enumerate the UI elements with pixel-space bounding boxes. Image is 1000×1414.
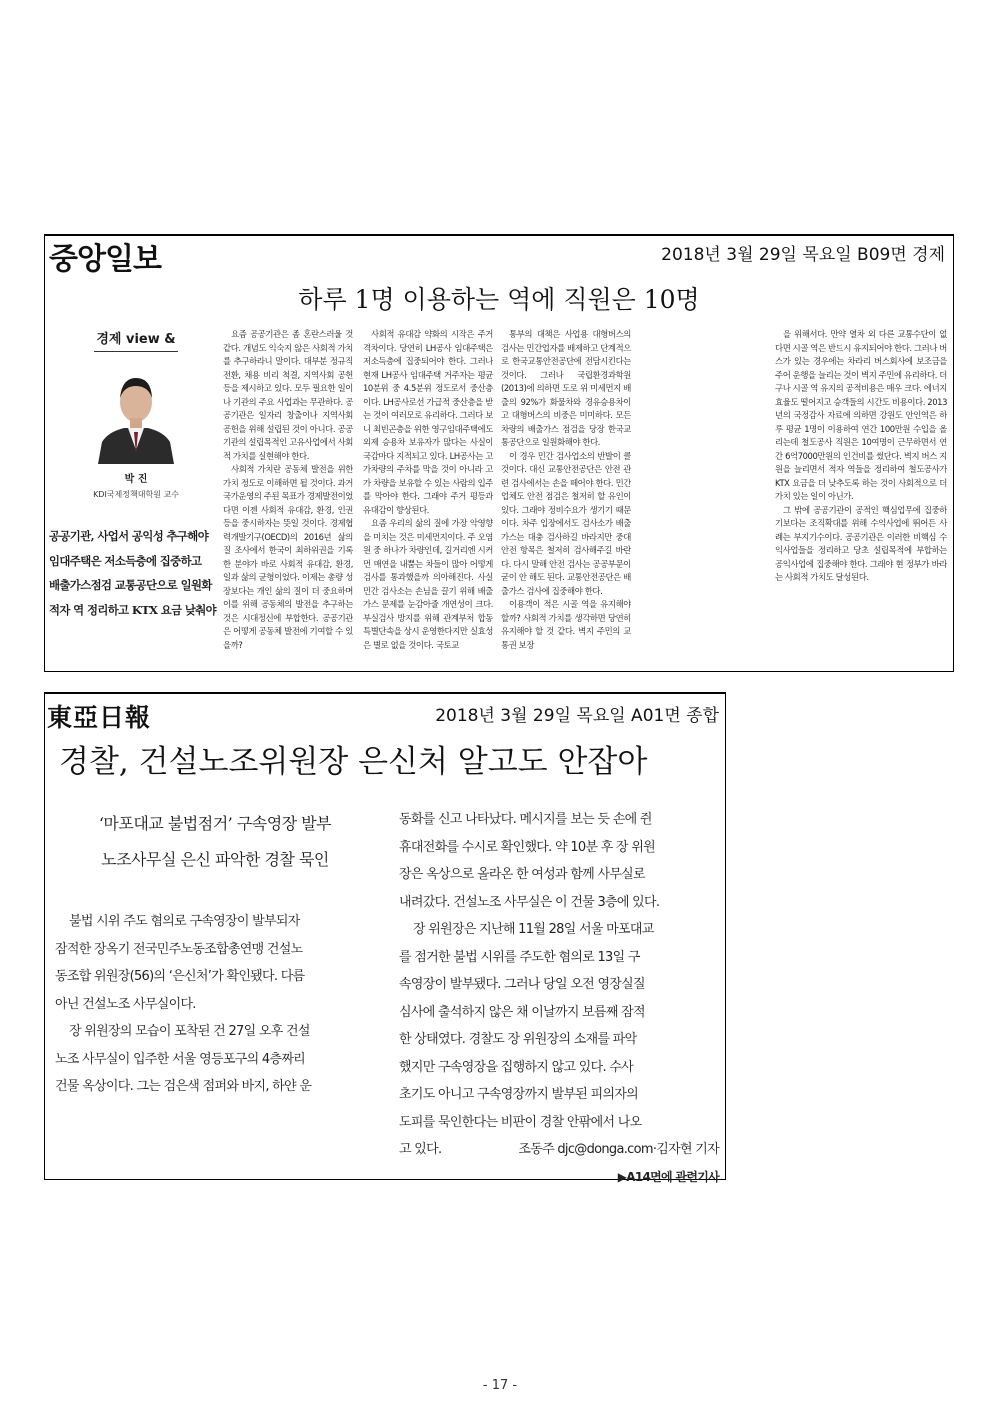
related-article-link[interactable]: ▶A14면에 관련기사 — [617, 1169, 719, 1184]
subheadline-block — [55, 806, 375, 878]
paragraph: 사회적 가치란 공동체 발전을 위한 가치 정도로 이해하면 될 것이다. 과거 국가운영의 주된 목표가 경제발전이었다면 이젠 사회적 유대감, 환경, 인권 등을 중시하자는 뜻일 것이다. 경제협력개발기구(OECD)의 2016년 삶의 질 조사에서 한국이 최하위권을 기록한 분야가 바로 사회적 유대감, 환경, 일과 삶의 균형이었다. 이제는 총량 성장보다는 개인 삶의 질이 더 중요하며 이를 위해 공동체의 발전을 추구하는 것은 시대정신에 부합한다. 공공기관은 어떻게 공동체 발전에 기여할 수 있을까? — [223, 464, 353, 650]
text-line: 속영장이 발부됐다. 그러나 당일 오전 영장실질 — [399, 977, 645, 992]
text-line: 고 있다. — [399, 1142, 442, 1157]
text-line: 건물 옥상이다. 그는 검은색 점퍼와 바지, 하얀 운 — [55, 1079, 312, 1094]
page-number: - 17 - — [482, 1378, 518, 1393]
body-column-4 — [775, 328, 947, 666]
author-name: 박 진 — [124, 474, 148, 485]
text-line: 동화를 신고 나타났다. 메시지를 보는 듯 손에 쥔 — [399, 812, 652, 827]
body-left — [55, 908, 381, 1101]
author-column — [49, 328, 219, 666]
text-line: 아닌 건설노조 사무실이다. — [55, 996, 196, 1012]
paragraph: 을 위해서다. 만약 열차 외 다른 교통수단이 없다면 시골 역은 반드시 유지되어야 한다. 그러나 버스가 있는 경우에는 차라리 버스회사에 보조금을 주어 운행을 늘리는 것이 벽지 주민에 유리하다. 더구나 시골 역 유지의 공적비용은 매우 크다. 에너지 효율도 떨어지고 승객들의 시간도 비용이다. 2013년의 국정감사 자료에 의하면 강원도 안인역은 하루 평균 1명이 이용하여 연간 100만원 수입을 올리는데 철도공사 직원은 10여명이 근무하면서 연간 6억7000만원의 인건비를 썼단다. 벽지 버스 지원을 늘리면서 적자 역들을 정리하여 철도공사가 KTX 요금을 더 낮추도록 하는 것이 사회적으로 더 가치 있는 일이 아닌가. — [775, 329, 947, 501]
text-line: 한 상태였다. 경찰도 장 위원장의 소재를 파악 — [399, 1032, 637, 1047]
text-line: 를 점거한 불법 시위를 주도한 혐의로 13일 구 — [399, 949, 640, 965]
donga-clipping — [44, 692, 726, 1184]
paragraph: 통부의 대책은 사업용 대형버스의 검사는 민간업자를 배제하고 단계적으로 한국교통안전공단에 전담시킨다는 것이다. 그러나 국립환경과학원(2013)에 의하면 도로 위 미세먼지 배출의 92%가 화물차와 경유승용차이고 대형버스의 비중은 미미하다. 모든 차량의 배출가스 점검을 당장 한국교통공단으로 일원화해야 한다. — [501, 329, 631, 447]
text-line: 도피를 묵인한다는 비판이 경찰 안팎에서 나오 — [399, 1114, 642, 1130]
text-line: 했지만 구속영장을 집행하지 않고 있다. 수사 — [399, 1059, 634, 1075]
text-line: 불법 시위 주도 혐의로 구속영장이 발부되자 — [69, 914, 300, 929]
paragraph: 이 경우 민간 검사업소의 반발이 클 것이다. 대신 교통안전공단은 안전 관련 검사에서는 손을 떼어야 한다. 민간업체도 안전 점검은 철저히 할 유인이 있다. 그래야 정비수요가 생기기 때문이다. 차주 입장에서도 검사소가 배출가스는 대충 검사하길 바라지만 중대 안전 항목은 철저히 검사해주길 바란다. 다시 말해 안전 검사는 공공부문이 굳이 안 해도 된다. 교통안전공단은 배출가스 검사에 집중해야 한다. — [501, 450, 631, 596]
section-label: 경제 view & — [96, 332, 176, 347]
text-line: 동조합 위원장(56)의 ‘은신처’가 확인됐다. 다름 — [55, 969, 305, 984]
subheadline: 노조사무실 은신 파악한 경찰 묵인 — [101, 850, 329, 869]
text-line: 잠적한 장옥기 전국민주노동조합총연맹 건설노 — [55, 941, 303, 957]
text-line: 장은 옥상으로 올라온 한 여성과 함께 사무실로 — [399, 867, 645, 882]
newspaper-logo: 중앙일보 — [49, 242, 161, 277]
headline: 하루 1명 이용하는 역에 직원은 10명 — [298, 285, 700, 314]
summary-box — [49, 524, 219, 622]
newspaper-logo: 東亞日報 — [47, 703, 152, 732]
text-line: 초기도 아니고 구속영장까지 발부된 피의자의 — [399, 1087, 639, 1102]
section-rule — [94, 351, 178, 352]
body-column-2 — [363, 328, 493, 666]
summary-line: 배출가스점검 교통공단으로 일원화 — [49, 578, 212, 592]
summary-line: 임대주택은 저소득층에 집중하고 — [49, 553, 202, 568]
paragraph: 요즘 공공기관은 좀 혼란스러울 것 같다. 개념도 익숙지 않은 사회적 가치를 추구하라니 말이다. 대부분 정규직 전환, 채용 비리 척결, 지역사회 공헌 등을 제시하고 있다. 모두 필요한 일이나 기관의 주요 사업과는 무관하다. 공공기관은 일자리 창출이나 지역사회 공헌을 위해 설립된 것이 아니다. 공공기관의 설립목적인 고유사업에서 사회적 가치를 실현해야 한다. — [223, 329, 353, 461]
summary-line: 적자 역 정리하고 KTX 요금 낮춰야 — [49, 602, 217, 617]
dateline: 2018년 3월 29일 목요일 B09면 경제 — [661, 245, 945, 265]
text-line: 휴대전화를 수시로 확인했다. 약 10분 후 장 위원 — [399, 839, 656, 855]
headline: 경찰, 건설노조위원장 은신처 알고도 안잡아 — [59, 744, 648, 780]
byline: 조동주 djc@donga.com·김자현 기자 — [518, 1142, 719, 1157]
joongang-clipping — [44, 234, 954, 672]
text-line: 장 위원장의 모습이 포착된 건 27일 오후 건설 — [69, 1024, 310, 1039]
text-line: 심사에 출석하지 않은 채 이날까지 보름째 잠적 — [399, 1004, 645, 1020]
body-right — [399, 806, 719, 1191]
masthead — [49, 236, 949, 277]
paragraph: 요즘 우리의 삶의 질에 가장 악영향을 미치는 것은 미세먼지이다. 주 오염원 중 하나가 차량인데, 길거리엔 시커먼 매연을 내뿜는 차들이 많아 어떻게 검사를 통과했을까 의아해진다. 사실 민간 검사소는 손님을 끌기 위해 배출가스 문제를 눈감아줄 개연성이 크다. 부실검사 방지를 위해 관계부처 합동 특별단속을 상시 운영한다지만 실효성은 별로 없을 것이다. 국토교 — [363, 518, 493, 650]
subheadline: ‘마포대교 불법점거’ 구속영장 발부 — [98, 814, 332, 833]
text-line: 장 위원장은 지난해 11월 28일 서울 마포대교 — [413, 922, 654, 937]
byline-row — [399, 1136, 719, 1164]
author-title: KDI국제정책대학원 교수 — [93, 490, 179, 499]
body-column-1 — [223, 328, 353, 666]
paragraph: 사회적 유대감 약화의 시작은 주거격차이다. 당연히 LH공사 임대주택은 저소득층에 집중되어야 한다. 그러나 현재 LH공사 임대주택 거주자는 평균 10분위 중 4.5분위 정도로서 중산층이다. LH공사로선 가급적 중산층을 받는 것이 여러모로 유리하다. 그러다 보니 최빈곤층을 위한 영구임대주택에도 외제 승용차 보유자가 많다는 사실이 국감마다 지적되고 있다. LH공사는 고가차량의 주차를 막을 것이 아니라 고가 차량을 보유할 수 있는 사람의 입주를 막아야 한다. 그래야 주거 평등과 유대감이 향상된다. — [363, 329, 493, 515]
summary-line: 공공기관, 사업서 공익성 추구해야 — [49, 529, 209, 543]
body-column-3 — [501, 328, 631, 666]
dateline: 2018년 3월 29일 목요일 A01면 종합 — [435, 706, 719, 726]
text-line: 내려갔다. 건설노조 사무실은 이 건물 3층에 있다. — [399, 894, 660, 910]
author-portrait — [94, 366, 178, 464]
paragraph: 그 밖에 공공기관이 공적인 핵심업무에 집중하기보다는 조직확대를 위해 수익사업에 뛰어든 사례는 부지기수이다. 공공기관은 이러한 비핵심 수익사업들을 정리하고 당초 설립목적에 부합하는 공익사업에 집중해야 한다. 그래야 현 정부가 바라는 사회적 가치도 달성된다. — [775, 504, 947, 582]
text-line: 노조 사무실이 입주한 서울 영등포구의 4층짜리 — [55, 1051, 306, 1067]
paragraph: 이용객이 적은 시골 역을 유지해야 할까? 사회적 가치를 생각하면 당연히 유지해야 할 것 같다. 벽지 주민의 교통권 보장 — [501, 599, 631, 650]
